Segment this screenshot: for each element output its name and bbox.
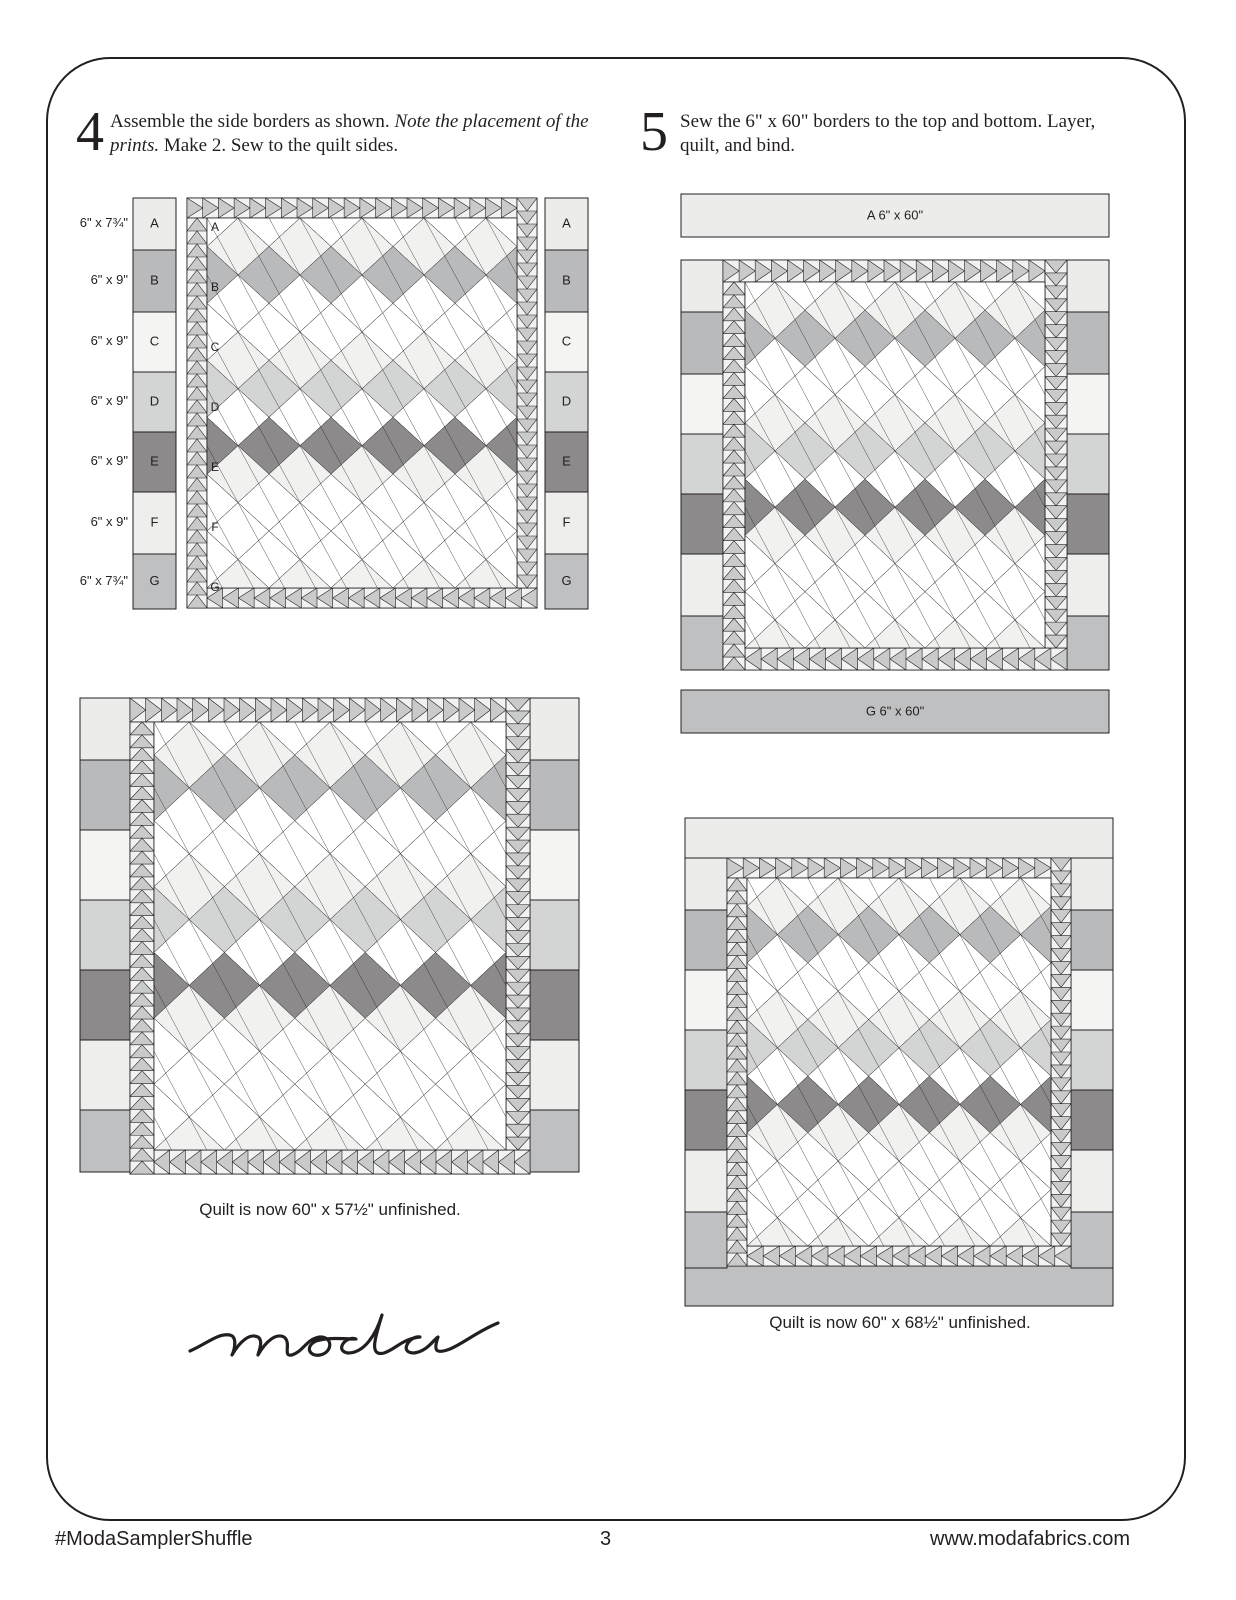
strip-segment-D [529,900,579,970]
step-4-text-main: Assemble the side borders as shown. [110,111,395,132]
strip-letter-D: D [561,393,572,409]
side-border-strip [685,858,727,1268]
strip-segment-F [80,1040,130,1110]
strip-letter-C: C [561,333,572,349]
strip-segment-F [529,1040,579,1110]
flying-geese-border [207,588,537,608]
flying-geese-border [517,198,537,588]
strip-segment-G [80,1110,130,1172]
row-label-E: E [210,460,220,475]
strip-size-label: 6" x 9" [90,272,128,287]
footer-hashtag: #ModaSamplerShuffle [55,1528,253,1550]
flying-geese-border [154,1150,530,1174]
strip-segment-B [80,760,130,830]
flying-geese-border [747,1246,1071,1266]
strip-segment-G [529,1110,579,1172]
footer-page-number: 3 [600,1528,612,1550]
flying-geese-border [727,878,747,1266]
row-label-A: A [210,220,220,235]
strip-segment-G [681,616,723,670]
row-label-C: C [210,340,220,355]
strip-segment-G [1071,1212,1113,1268]
moda-logo [188,1305,508,1375]
strip-size-label: 6" x 9" [90,333,128,348]
top-border-label: A 6" x 60" [866,207,924,223]
step-5-text: Sew the 6" x 60" borders to the top and bottom. Layer, quilt, and bind. [680,111,1096,156]
strip-size-label: 6" x 9" [90,393,128,408]
side-border-strip [1071,858,1113,1268]
strip-segment-E [1067,494,1109,554]
row-label-G: G [210,580,220,595]
strip-letter-C: C [149,333,160,349]
strip-size-label: 6" x 7¾" [79,572,128,588]
side-border-strip [80,698,130,1172]
side-border-strip [681,260,723,670]
bottom-border-bar [681,690,1109,733]
strip-segment-F [685,1150,727,1212]
strip-segment-B [681,312,723,374]
strip-segment-C [80,830,130,900]
grid-line [1105,282,1236,1014]
flying-geese-border [723,260,1045,282]
strip-letter-B: B [562,272,571,288]
strip-segment-D [1067,434,1109,494]
flying-geese-border [723,282,745,670]
strip-segment-C [1071,970,1113,1030]
flying-geese-border [506,698,530,1150]
strip-size-label: 6" x 7¾" [79,215,128,230]
flying-geese-border [130,698,506,722]
strip-segment-C [1067,374,1109,434]
step-4-text-end: Make 2. Sew to the quilt sides. [159,135,399,156]
strip-letter-F: F [562,514,571,530]
row-label-D: D [210,400,220,415]
strip-size-label: 6" x 9" [90,514,128,529]
strip-segment-E [529,970,579,1040]
strip-segment-B [1071,910,1113,970]
strip-segment-F [1067,554,1109,616]
strip-letter-B: B [150,272,159,288]
top-border-bar [681,194,1109,237]
flying-geese-border [1051,858,1071,1246]
strip-segment-E [80,970,130,1040]
strip-segment-G [685,1212,727,1268]
strip-letter-D: D [149,393,160,409]
strip-letter-G: G [561,572,572,588]
strip-segment-B [685,910,727,970]
strip-segment-F [1071,1150,1113,1212]
strip-segment-C [529,830,579,900]
strip-segment-E [681,494,723,554]
strip-segment-D [681,434,723,494]
final-bottom-border [685,1266,1113,1306]
footer-url: www.modafabrics.com [930,1528,1131,1550]
side-border-strip [1067,260,1109,670]
strip-segment-E [685,1090,727,1150]
strip-segment-G [1067,616,1109,670]
grid-line [1112,878,1236,1600]
strip-segment-A [1071,858,1113,910]
strip-letter-E: E [150,453,159,469]
strip-letter-G: G [149,572,160,588]
strip-segment-D [1071,1030,1113,1090]
row-label-F: F [211,520,219,535]
flying-geese-border [187,218,207,608]
flying-geese-border [745,648,1067,670]
side-border-strip [529,698,579,1172]
strip-segment-E [1071,1090,1113,1150]
flying-geese-border [727,858,1051,878]
strip-size-label: 6" x 9" [90,453,128,468]
row-label-B: B [210,280,220,295]
strip-letter-E: E [562,453,571,469]
flying-geese-border [130,722,154,1174]
flying-geese-border [1045,260,1067,648]
strip-letter-A: A [150,215,159,231]
strip-letter-A: A [562,215,571,231]
strip-segment-D [685,1030,727,1090]
strip-segment-F [681,554,723,616]
side-border-strip [133,198,176,609]
strip-segment-D [80,900,130,970]
strip-segment-C [681,374,723,434]
step-4-number: 4 [76,101,104,163]
strip-segment-A [685,858,727,910]
bottom-border-label: G 6" x 60" [865,703,925,719]
side-border-strip [545,198,588,609]
strip-segment-A [80,698,130,760]
strip-letter-F: F [150,514,159,530]
flying-geese-border [187,198,517,218]
strip-segment-C [685,970,727,1030]
strip-segment-A [529,698,579,760]
final-top-border [685,818,1113,858]
strip-segment-B [529,760,579,830]
step-4-caption: Quilt is now 60" x 57½" unfinished. [199,1200,461,1219]
step-4-text-italic: Note the placement of the prints. [110,111,589,156]
strip-segment-B [1067,312,1109,374]
step-5-caption: Quilt is now 60" x 68½" unfinished. [769,1313,1031,1332]
strip-segment-A [1067,260,1109,312]
strip-segment-A [681,260,723,312]
step-5-number: 5 [640,101,668,163]
